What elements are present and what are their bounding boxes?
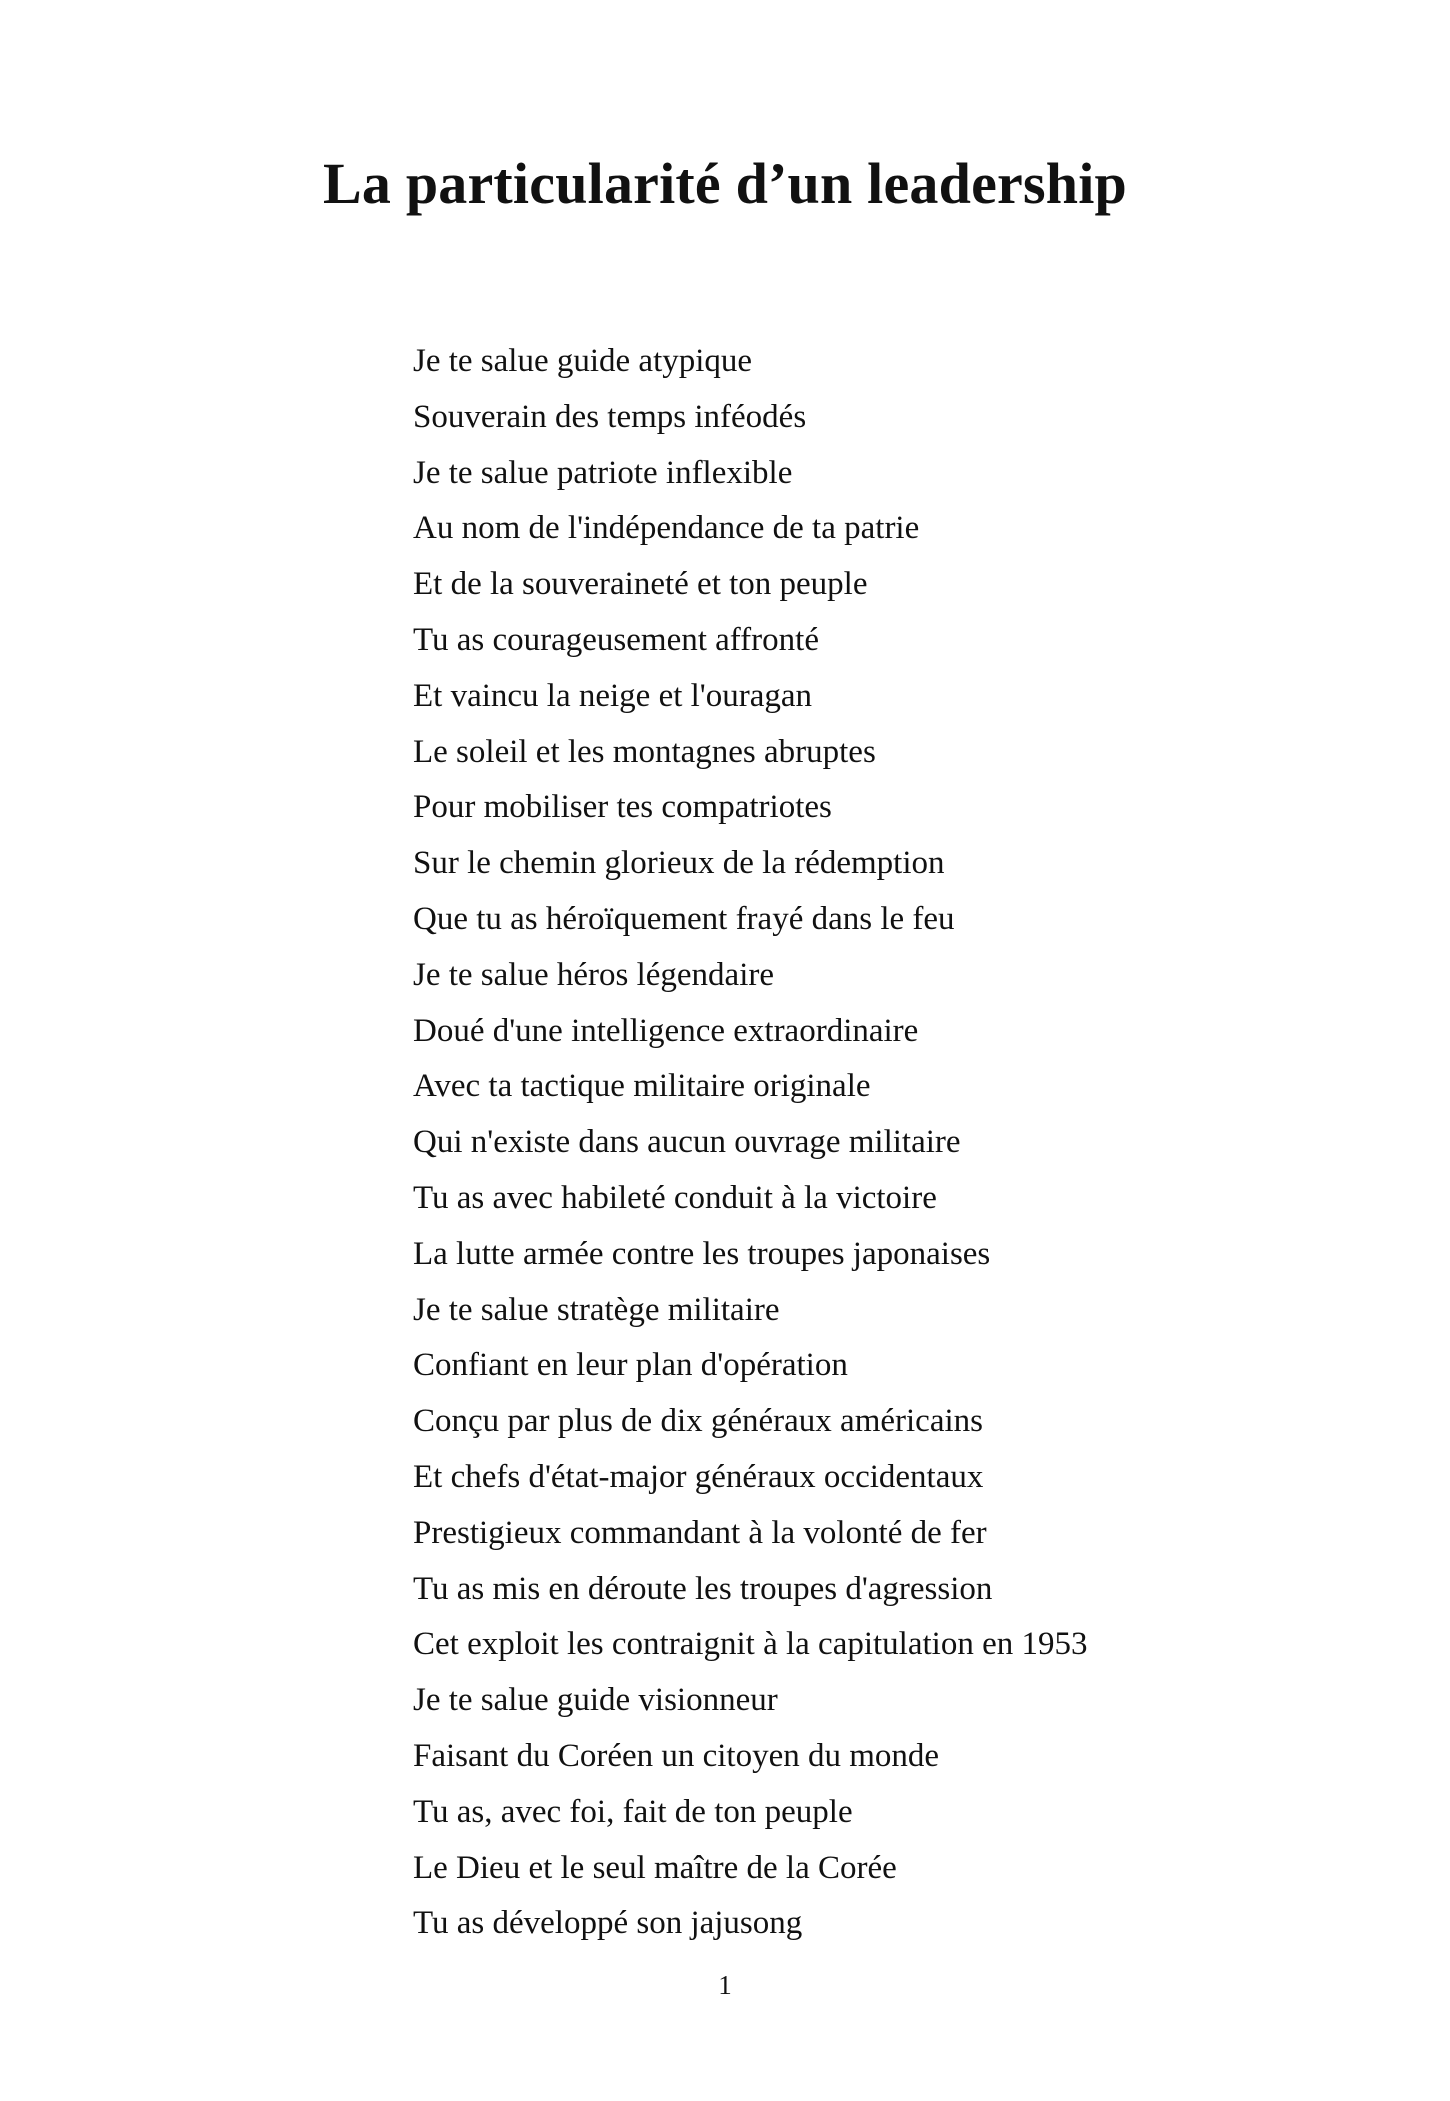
page-title: La particularité d’un leadership xyxy=(323,151,1127,216)
poem-line: Tu as, avec foi, fait de ton peuple xyxy=(413,1793,853,1830)
poem-line: Tu as courageusement affronté xyxy=(413,621,819,658)
poem-line: Je te salue stratège militaire xyxy=(413,1291,780,1328)
poem-lines xyxy=(413,334,1088,1952)
poem-line: Tu as avec habileté conduit à la victoire xyxy=(413,1179,937,1216)
poem-line: Sur le chemin glorieux de la rédemption xyxy=(413,845,945,882)
poem-line: Et de la souveraineté et ton peuple xyxy=(413,566,868,603)
poem-line: Le Dieu et le seul maître de la Corée xyxy=(413,1849,897,1886)
poem-line: Le soleil et les montagnes abruptes xyxy=(413,733,876,770)
poem-line: Faisant du Coréen un citoyen du monde xyxy=(413,1737,940,1774)
page-number: 1 xyxy=(718,1970,732,2000)
poem-line: Avec ta tactique militaire originale xyxy=(413,1068,871,1105)
poem-line: Et vaincu la neige et l'ouragan xyxy=(413,677,813,714)
poem-line: Au nom de l'indépendance de ta patrie xyxy=(413,510,920,547)
poem-line: Tu as développé son jajusong xyxy=(413,1905,803,1942)
poem-line: Je te salue guide atypique xyxy=(413,343,753,379)
poem-line: Je te salue héros légendaire xyxy=(413,956,775,993)
poem-line: Conçu par plus de dix généraux américains xyxy=(413,1403,983,1440)
poem-line: Je te salue guide visionneur xyxy=(413,1682,778,1719)
poem-line: Et chefs d'état-major généraux occidentaux xyxy=(413,1458,984,1495)
poem-line: Qui n'existe dans aucun ouvrage militaire xyxy=(413,1124,961,1161)
poem-line: Que tu as héroïquement frayé dans le feu xyxy=(413,900,955,937)
poem-line: Pour mobiliser tes compatriotes xyxy=(413,789,832,826)
poem-line: Cet exploit les contraignit à la capitulation en 1953 xyxy=(413,1626,1088,1663)
poem-line: Confiant en leur plan d'opération xyxy=(413,1347,848,1384)
poem-line: Doué d'une intelligence extraordinaire xyxy=(413,1012,919,1049)
poem-line: Prestigieux commandant à la volonté de fer xyxy=(413,1514,987,1551)
poem-line: La lutte armée contre les troupes japonaises xyxy=(413,1235,991,1272)
poem-line: Souverain des temps inféodés xyxy=(413,398,807,435)
poem-line: Je te salue patriote inflexible xyxy=(413,454,793,491)
poem-line: Tu as mis en déroute les troupes d'agression xyxy=(413,1570,993,1607)
